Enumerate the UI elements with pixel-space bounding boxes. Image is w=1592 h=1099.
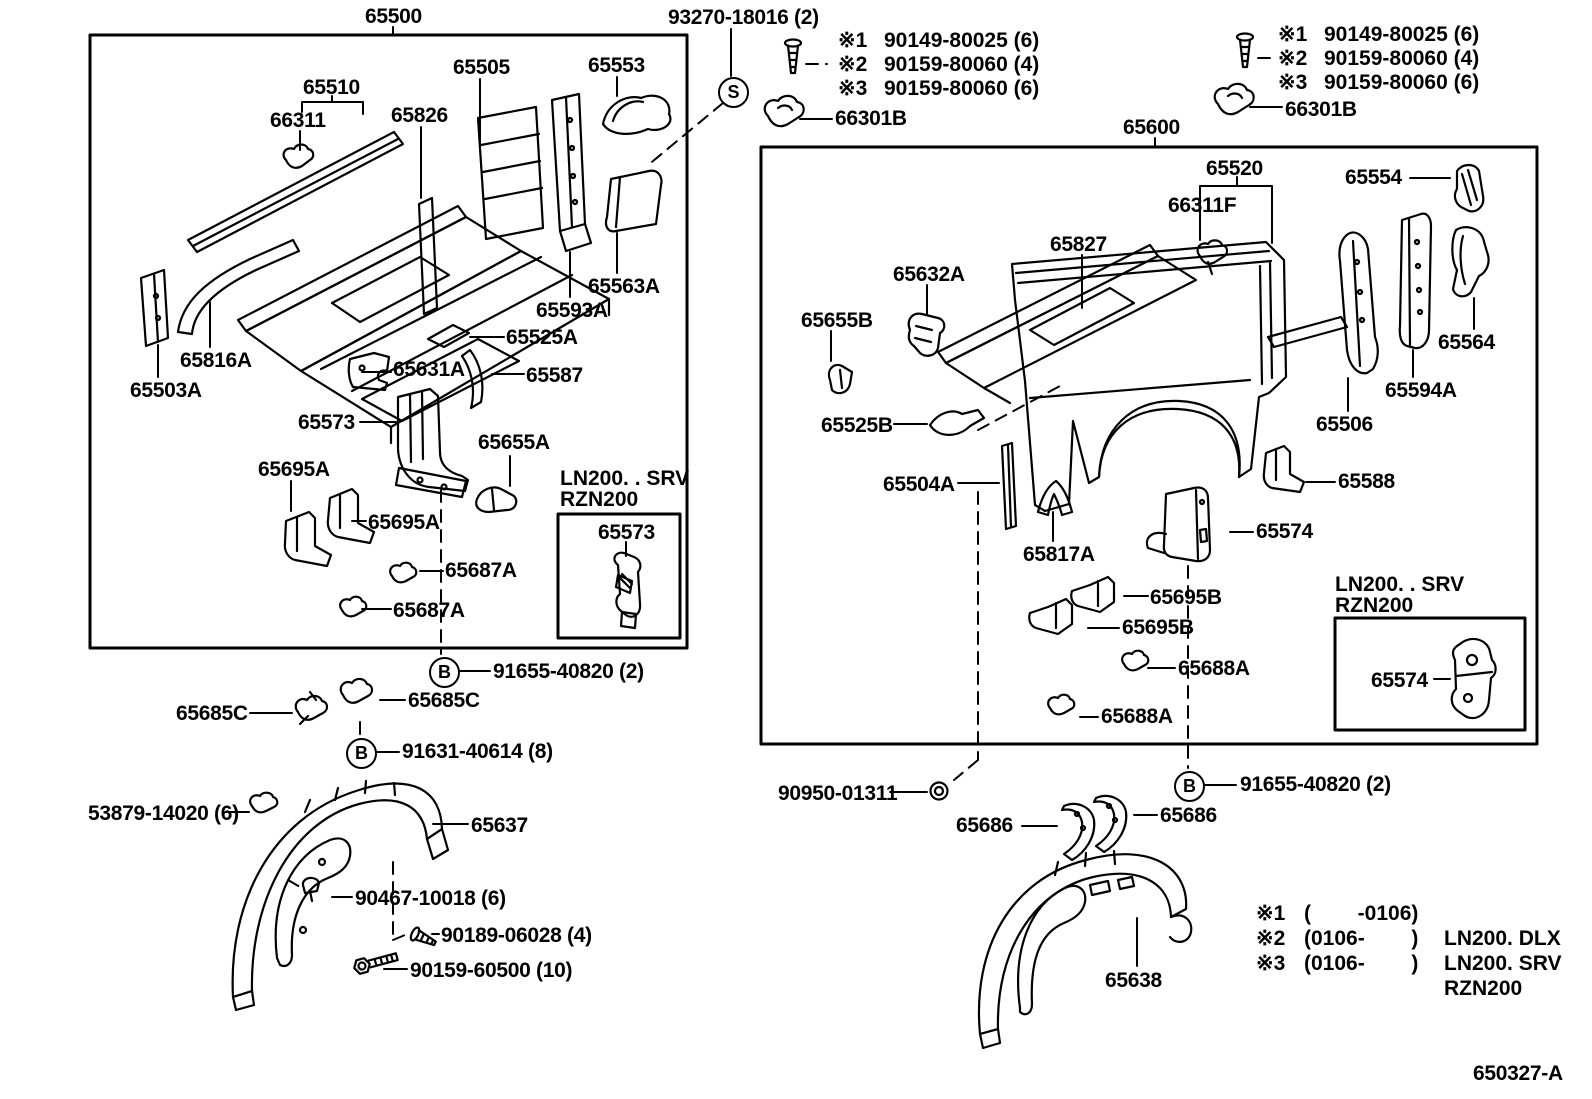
part-label-65686-2: 65686	[1160, 804, 1217, 827]
part-label-90159-60500: 90159-60500 (10)	[410, 959, 573, 982]
part-label-65631A: 65631A	[393, 358, 465, 381]
right-assembly-box	[761, 147, 1537, 744]
legend-ref: ※1	[838, 29, 868, 52]
applicability-range	[1304, 978, 1444, 1003]
stiffener-65826	[419, 198, 437, 314]
part-label-65655B: 65655B	[801, 309, 873, 332]
part-label-65695A-1: 65695A	[258, 458, 330, 481]
part-label-65600: 65600	[1123, 116, 1180, 139]
legend-ref: ※2	[838, 53, 868, 76]
ribbed-panel-65505	[478, 107, 543, 239]
side-panel-65600	[1012, 242, 1286, 511]
diagram-code: 650327-A	[1473, 1062, 1563, 1085]
clip-65685C-1	[296, 696, 327, 720]
hidden-dashed-lines	[288, 58, 1277, 942]
part-label-66311: 66311	[270, 109, 326, 132]
clip-65688A-1	[1122, 651, 1148, 671]
circled-b-marker-left-2	[346, 738, 377, 769]
part-label-65826: 65826	[391, 104, 448, 127]
left-assembly-box	[90, 35, 690, 648]
clip-66301B-right	[1215, 84, 1254, 114]
part-label-65525A: 65525A	[506, 326, 578, 349]
part-label-66311F: 66311F	[1168, 194, 1237, 217]
legend-part: 90159-80060 (6)	[1324, 71, 1480, 94]
part-label-65503A: 65503A	[130, 379, 202, 402]
circled-s-letter: S	[727, 82, 740, 102]
legend-ref: ※3	[838, 77, 868, 100]
bracket-65632A	[909, 314, 945, 356]
part-label-65564: 65564	[1438, 331, 1495, 354]
applicability-ref: ※1	[1256, 902, 1286, 925]
part-label-65685C-1: 65685C	[176, 702, 248, 725]
circled-s-marker	[718, 77, 749, 108]
part-label-66301B-left: 66301B	[835, 107, 907, 130]
clip-65687A-1	[390, 563, 416, 583]
legend-part: 90159-80060 (4)	[884, 53, 1040, 76]
part-label-65506: 65506	[1316, 413, 1373, 436]
service-box-title-left-1: LN200. . SRV	[560, 467, 690, 490]
part-label-93270-18016: 93270-18016 (2)	[668, 6, 819, 29]
part-label-90189: 90189-06028 (4)	[441, 924, 592, 947]
part-label-65573-service: 65573	[598, 521, 655, 544]
strip-65525B	[930, 410, 984, 435]
bolt-90159-60500	[352, 950, 398, 975]
part-label-65687A-1: 65687A	[445, 559, 517, 582]
legend-row	[838, 78, 1039, 102]
part-label-91655-right: 91655-40820 (2)	[1240, 773, 1391, 796]
clip-65685C-2	[341, 679, 372, 703]
part-label-65827: 65827	[1050, 233, 1107, 256]
left-service-part-65573-art	[614, 553, 640, 628]
applicability-legend	[1256, 903, 1562, 1003]
part-label-65655A: 65655A	[478, 431, 550, 454]
part-label-65500: 65500	[365, 5, 422, 28]
assembly-frames	[90, 35, 1537, 744]
bracket-65574	[1164, 487, 1210, 561]
bracket-65503A	[141, 270, 168, 346]
part-label-65688A-1: 65688A	[1178, 657, 1250, 680]
legend-row	[1278, 48, 1479, 72]
applicability-model: LN200. SRV	[1444, 952, 1562, 975]
part-label-65637: 65637	[471, 814, 528, 837]
clip-66301B-left	[765, 96, 804, 126]
blade-65587	[462, 350, 482, 408]
applicability-row	[1256, 953, 1562, 978]
part-label-65817A: 65817A	[1023, 543, 1095, 566]
part-label-65594A: 65594A	[1385, 379, 1457, 402]
cap-65553	[603, 96, 670, 134]
screw-90189	[409, 926, 438, 949]
wheelhouse-65638-art	[979, 851, 1191, 1048]
circled-b-letter: B	[355, 743, 368, 763]
part-label-65505: 65505	[453, 56, 510, 79]
bracket-65554	[1455, 165, 1483, 211]
part-label-65573: 65573	[298, 411, 355, 434]
legend-part: 90149-80025 (6)	[884, 29, 1040, 52]
applicability-model: LN200. DLX	[1444, 927, 1561, 950]
legend-row	[1278, 72, 1479, 96]
legend-ref: ※3	[1278, 71, 1308, 94]
legend-part: 90149-80025 (6)	[1324, 23, 1480, 46]
applicability-range: (0106- )	[1304, 927, 1419, 950]
part-label-65816A: 65816A	[180, 349, 252, 372]
panel-65563A	[606, 171, 661, 232]
bracket-65695B-1	[1071, 577, 1114, 612]
service-box-title-left-2: RZN200	[560, 488, 639, 511]
pillar-65506	[1339, 232, 1377, 373]
applicability-range: ( -0106)	[1304, 902, 1419, 925]
part-label-65695B-1: 65695B	[1150, 586, 1222, 609]
clip-65687A-2	[340, 597, 366, 617]
applicability-model: RZN200	[1444, 977, 1523, 1000]
part-label-65687A-2: 65687A	[393, 599, 465, 622]
strip-65504A	[1002, 443, 1016, 529]
applicability-row	[1256, 903, 1562, 928]
part-label-65520: 65520	[1206, 157, 1263, 180]
applicability-ref: ※3	[1256, 952, 1286, 975]
part-label-65554: 65554	[1345, 166, 1402, 189]
applicability-range: (0106- )	[1304, 952, 1419, 975]
legend-row	[838, 54, 1039, 78]
part-label-65632A: 65632A	[893, 263, 965, 286]
strip-65525A	[428, 325, 469, 347]
part-label-65695B-2: 65695B	[1122, 616, 1194, 639]
pillar-65594A	[1400, 214, 1431, 348]
part-label-65525B: 65525B	[821, 414, 893, 437]
bracket-65695B-2	[1029, 599, 1072, 634]
legend-part: 90159-80060 (4)	[1324, 47, 1480, 70]
part-label-65563A: 65563A	[588, 275, 660, 298]
part-label-65695A-2: 65695A	[368, 511, 440, 534]
legend-part: 90159-80060 (6)	[884, 77, 1040, 100]
circled-b-letter: B	[438, 662, 451, 682]
legend-ref: ※1	[1278, 23, 1308, 46]
right-service-box	[1335, 618, 1525, 730]
applicability-row	[1256, 978, 1562, 1003]
applicability-ref	[1256, 978, 1304, 1003]
part-label-65593A: 65593A	[536, 299, 608, 322]
part-label-65574-service: 65574	[1371, 669, 1428, 692]
part-label-65587: 65587	[526, 364, 583, 387]
part-label-65685C-2: 65685C	[408, 689, 480, 712]
applicability-row	[1256, 928, 1562, 953]
part-label-65638: 65638	[1105, 969, 1162, 992]
legend-row	[1278, 24, 1479, 48]
clip-53879	[250, 793, 277, 813]
part-label-65588: 65588	[1338, 470, 1395, 493]
part-label-90467: 90467-10018 (6)	[355, 887, 506, 910]
part-label-90950: 90950-01311	[778, 782, 898, 805]
part-label-65688A-2: 65688A	[1101, 705, 1173, 728]
right-service-part-65574-art	[1452, 639, 1496, 718]
part-label-65686-1: 65686	[956, 814, 1013, 837]
fastener-legend-right	[1278, 24, 1479, 96]
bracket-65655A	[476, 487, 516, 512]
part-label-91655-left: 91655-40820 (2)	[493, 660, 644, 683]
part-label-53879: 53879-14020 (6)	[88, 802, 239, 825]
part-label-66301B-right: 66301B	[1285, 98, 1357, 121]
legend-row	[838, 30, 1039, 54]
nut-90950	[931, 783, 948, 800]
clip-66311	[284, 145, 314, 168]
circled-b-marker-left-1	[429, 657, 460, 688]
clip-65688A-2	[1048, 695, 1074, 715]
part-label-65504A: 65504A	[883, 473, 955, 496]
clip-65655B	[829, 365, 852, 393]
part-label-65553: 65553	[588, 54, 645, 77]
legend-ref: ※2	[1278, 47, 1308, 70]
screw-icon-right	[1237, 34, 1253, 68]
fastener-legend-left	[838, 30, 1039, 102]
part-label-65574: 65574	[1256, 520, 1313, 543]
bracket-65588	[1264, 446, 1304, 492]
bracket-65564	[1452, 227, 1488, 296]
applicability-ref: ※2	[1256, 927, 1286, 950]
part-label-91631: 91631-40614 (8)	[402, 740, 553, 763]
circled-b-marker-right	[1174, 771, 1205, 802]
screw-icon-left	[785, 40, 801, 74]
bracket-65695A-1	[285, 512, 331, 566]
service-box-title-right-2: RZN200	[1335, 594, 1414, 617]
part-label-65510: 65510	[303, 76, 360, 99]
circled-b-letter: B	[1183, 776, 1196, 796]
service-box-title-right-1: LN200. . SRV	[1335, 573, 1465, 596]
